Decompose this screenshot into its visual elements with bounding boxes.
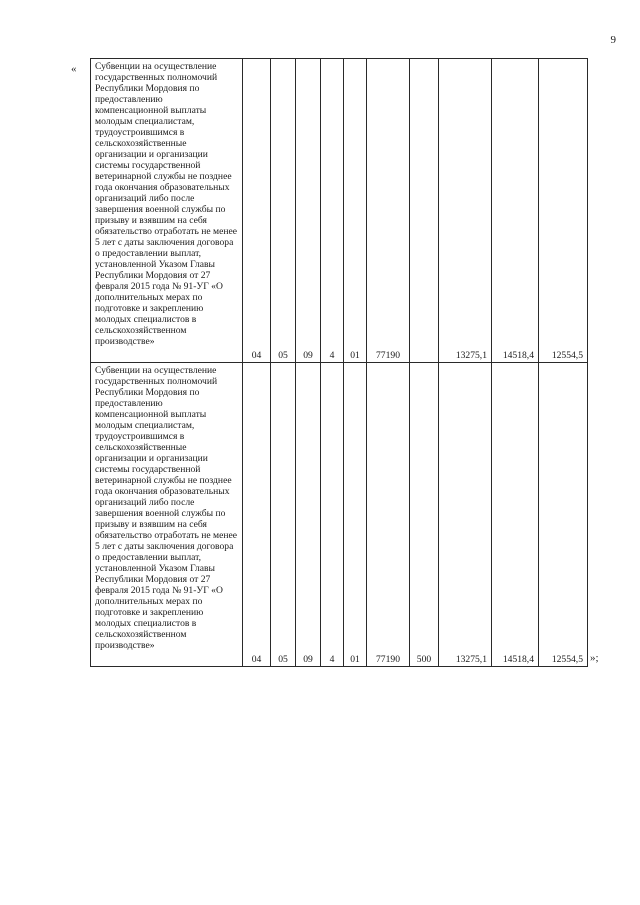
code-cell: 01 [344,59,367,363]
code-cell: 77190 [367,59,410,363]
amount-cell: 14518,4 [492,59,539,363]
amount-cell: 14518,4 [492,363,539,667]
code-cell [410,59,439,363]
code-cell: 4 [321,363,344,667]
closing-quote: »; [590,652,599,664]
code-cell: 09 [296,59,321,363]
code-cell: 04 [243,59,271,363]
row-description: Субвенции на осуществление государственных полномочий Республики Мордовия по предоставлению компенсационной выплаты молодым специалистам, трудоустроившимся в сельскохозяйственные организации и организации системы государственной ветеринарной службы не позднее года окончания образовательных организаций либо после завершения военной службы по призыву и взявшим на себя обязательство отработать не менее 5 лет с даты заключения договора о предоставлении выплат, установленной Указом Главы Республики Мордовия от 27 февраля 2015 года № 91-УГ «О дополнительных мерах по подготовке и закреплению молодых специалистов в сельскохозяйственном производстве» [91,59,243,363]
table-row [91,363,588,667]
page-number: 9 [610,34,616,46]
code-cell: 500 [410,363,439,667]
budget-table [90,58,588,667]
table-row [91,59,588,363]
code-cell: 4 [321,59,344,363]
code-cell: 05 [271,59,296,363]
code-cell: 05 [271,363,296,667]
code-cell: 04 [243,363,271,667]
code-cell: 09 [296,363,321,667]
opening-quote: « [71,63,77,75]
amount-cell: 12554,5 [539,59,588,363]
code-cell: 01 [344,363,367,667]
amount-cell: 12554,5 [539,363,588,667]
amount-cell: 13275,1 [439,59,492,363]
row-description: Субвенции на осуществление государственных полномочий Республики Мордовия по предоставлению компенсационной выплаты молодым специалистам, трудоустроившимся в сельскохозяйственные организации и организации системы государственной ветеринарной службы не позднее года окончания образовательных организаций либо после завершения военной службы по призыву и взявшим на себя обязательство отработать не менее 5 лет с даты заключения договора о предоставлении выплат, установленной Указом Главы Республики Мордовия от 27 февраля 2015 года № 91-УГ «О дополнительных мерах по подготовке и закреплению молодых специалистов в сельскохозяйственном производстве» [91,363,243,667]
code-cell: 77190 [367,363,410,667]
amount-cell: 13275,1 [439,363,492,667]
